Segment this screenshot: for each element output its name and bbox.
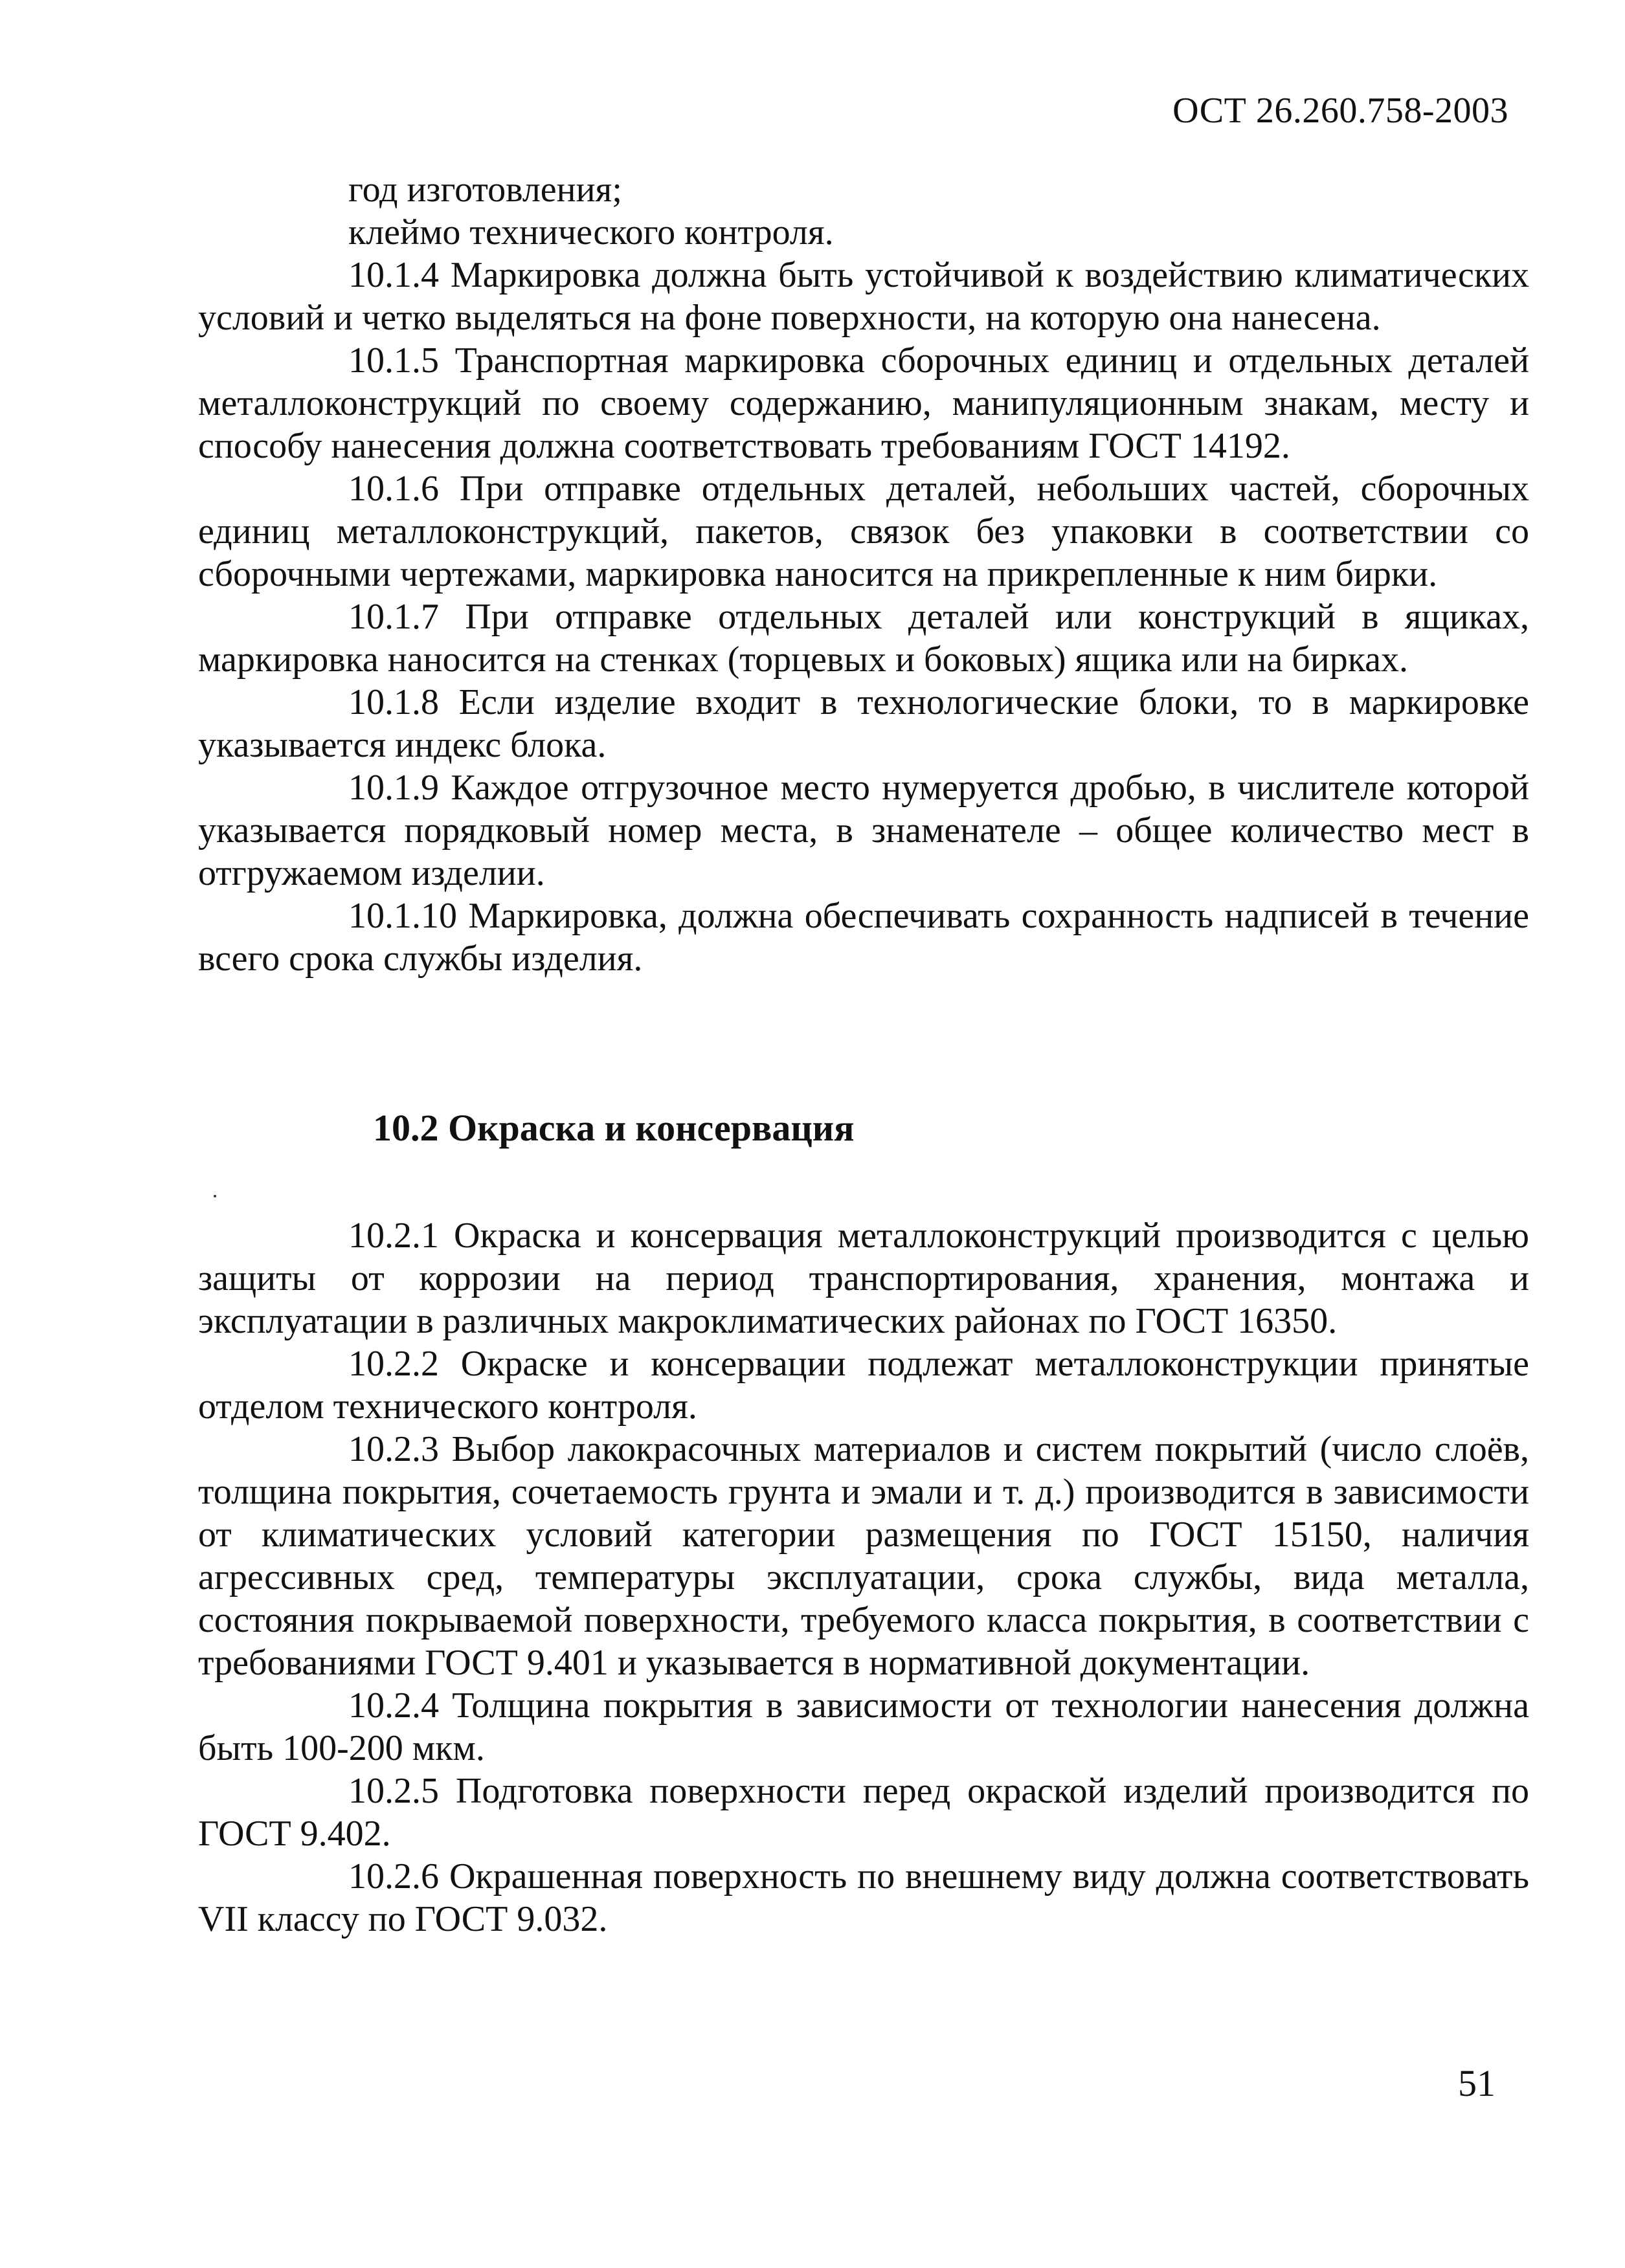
- paragraph: 10.2.2 Окраске и консервации подлежат металлоконструкции принятые отделом технического контроля.: [198, 1344, 1529, 1427]
- paragraph: 10.1.7 При отправке отдельных деталей или конструкций в ящиках, маркировка наносится на стенках (торцевых и боковых) ящика или на бирках.: [198, 597, 1529, 680]
- paragraph: 10.1.8 Если изделие входит в технологические блоки, то в маркировке указывается индекс блока.: [198, 682, 1529, 765]
- paragraph: 10.1.10 Маркировка, должна обеспечивать сохранность надписей в течение всего срока службы изделия.: [198, 896, 1529, 979]
- paragraph: 10.2.1 Окраска и консервация металлоконструкций производится с целью защиты от коррозии на период транспортирования, хранения, монтажа и эксплуатации в различных макроклиматических районах по ГОСТ 16350.: [198, 1216, 1529, 1341]
- page-number: 51: [1458, 2062, 1496, 2104]
- scan-speck: [214, 1195, 216, 1197]
- body-text: [198, 168, 1529, 1940]
- document-code: ОСТ 26.260.758-2003: [1172, 91, 1508, 131]
- paragraph: 10.1.4 Маркировка должна быть устойчивой к воздействию климатических условий и четко выделяться на фоне поверхности, на которую она нанесена.: [198, 255, 1529, 338]
- paragraph: клеймо технического контроля.: [348, 212, 834, 252]
- paragraph: 10.2.4 Толщина покрытия в зависимости от технологии нанесения должна быть 100-200 мкм.: [198, 1685, 1529, 1768]
- paragraph: 10.1.6 При отправке отдельных деталей, небольших частей, сборочных единиц металлоконструкций, пакетов, связок без упаковки в соответствии со сборочными чертежами, маркировка наносится на прикрепленные к ним бирки.: [198, 469, 1529, 594]
- paragraph: 10.1.5 Транспортная маркировка сборочных единиц и отдельных деталей металлоконструкций по своему содержанию, манипуляционным знакам, месту и способу нанесения должна соответствовать требованиям ГОСТ 14192.: [198, 340, 1529, 466]
- section-heading: 10.2 Окраска и консервация: [373, 1107, 855, 1149]
- paragraph: 10.2.5 Подготовка поверхности перед окраской изделий производится по ГОСТ 9.402.: [198, 1771, 1529, 1854]
- paragraph: 10.1.9 Каждое отгрузочное место нумеруется дробью, в числителе которой указывается порядковый номер места, в знаменателе – общее количество мест в отгружаемом изделии.: [198, 768, 1529, 893]
- paragraph: 10.2.3 Выбор лакокрасочных материалов и систем покрытий (число слоёв, толщина покрытия, сочетаемость грунта и эмали и т. д.) производится в зависимости от климатических условий категории размещения по ГОСТ 15150, наличия агрессивных сред, температуры эксплуатации, срока службы, вида металла, состояния покрываемой поверхности, требуемого класса покрытия, в соответствии с требованиями ГОСТ 9.401 и указывается в нормативной документации.: [198, 1429, 1529, 1683]
- paragraph: год изготовления;: [348, 170, 622, 210]
- paragraph: 10.2.6 Окрашенная поверхность по внешнему виду должна соответствовать VII классу по ГОСТ 9.032.: [198, 1856, 1529, 1939]
